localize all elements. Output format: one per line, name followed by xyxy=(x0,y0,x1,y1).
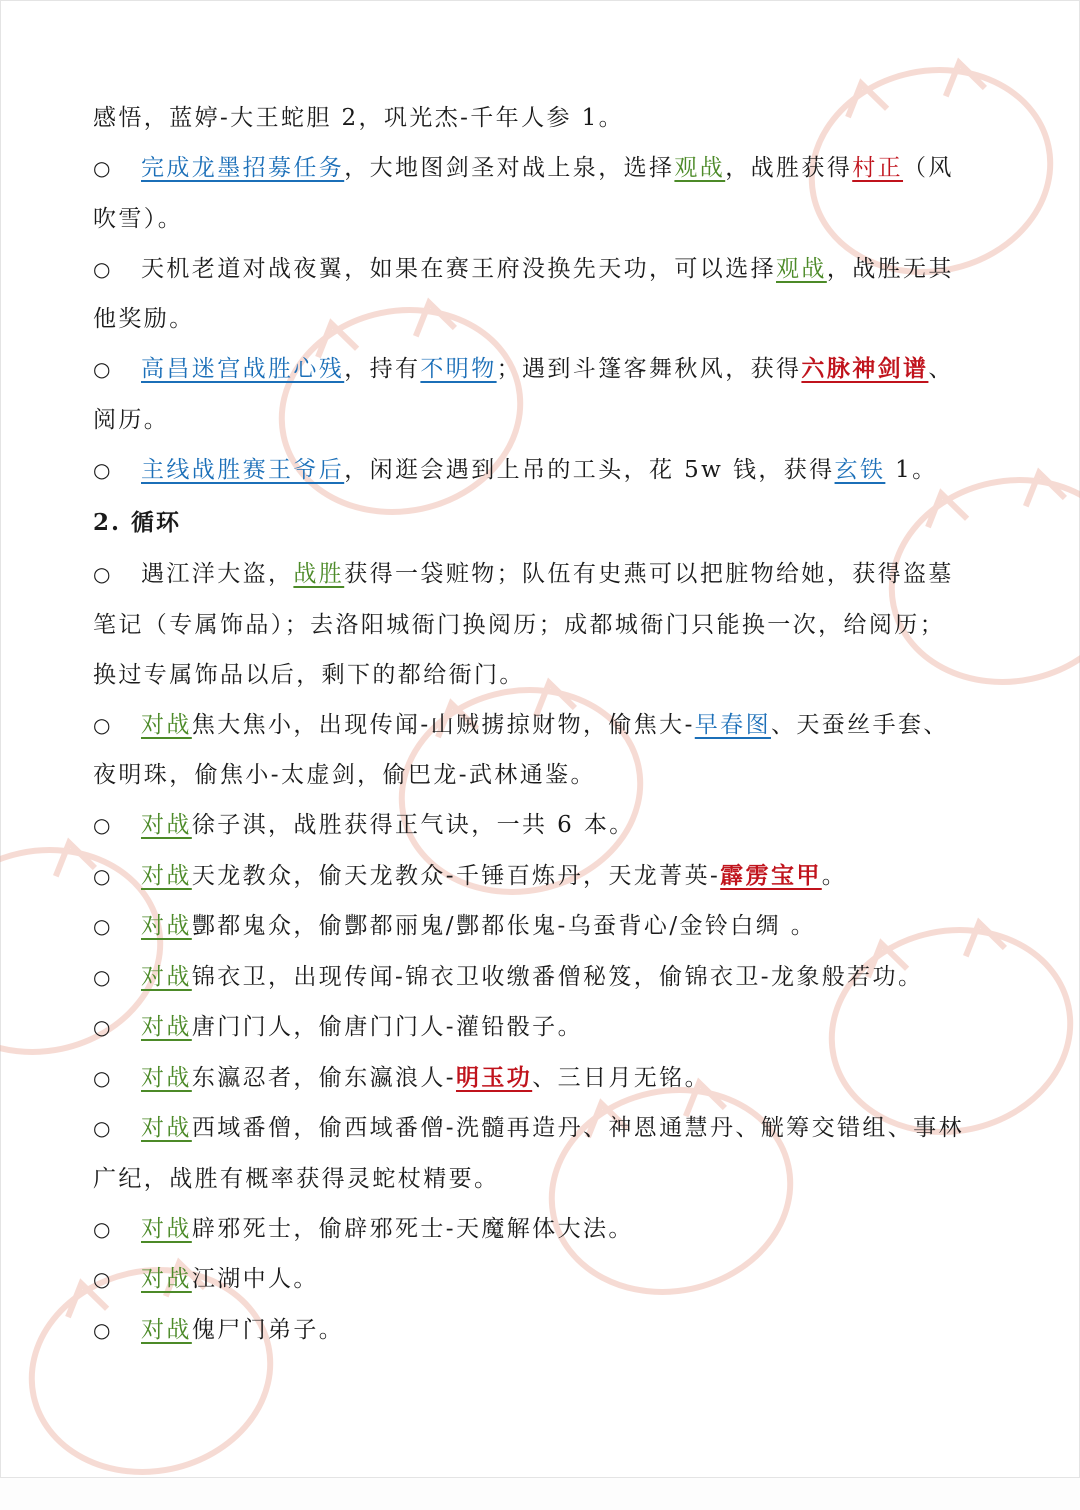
fight-link[interactable]: 对战 xyxy=(141,1014,192,1040)
list-item: ○ 对战唐门门人，偷唐门门人-灌铅骰子。 xyxy=(93,1002,1011,1053)
list-item: ○ 对战傀尸门弟子。 xyxy=(93,1305,1011,1356)
list-item-continuation: 吹雪）。 xyxy=(93,205,184,232)
list-item: ○ 对战江湖中人。 xyxy=(93,1254,1011,1305)
watch-link[interactable]: 观战 xyxy=(776,255,827,282)
item-link[interactable]: 玄铁 xyxy=(834,456,886,483)
list-item: ○ 对战东瀛忍者，偷东瀛浪人-明玉功、三日月无铭。 xyxy=(93,1053,1011,1104)
reward-link[interactable]: 六脉神剑谱 xyxy=(801,355,929,382)
fight-link[interactable]: 对战 xyxy=(141,1215,192,1242)
reward-link[interactable]: 霹雳宝甲 xyxy=(720,861,822,889)
bullet-icon: ○ xyxy=(93,914,113,938)
fight-link[interactable]: 对战 xyxy=(141,1316,192,1343)
list-item: ○ 完成龙墨招募任务，大地图剑圣对战上泉，选择观战，战胜获得村正（风 xyxy=(93,143,1011,194)
bullet-icon: ○ xyxy=(93,813,113,837)
list-item: ○ 对战锦衣卫，出现传闻-锦衣卫收缴番僧秘笈，偷锦衣卫-龙象般若功。 xyxy=(93,952,1011,1003)
quest-link[interactable]: 高昌迷宫战胜心残 xyxy=(141,356,345,382)
section-heading: 2. 循环 xyxy=(93,509,182,536)
list-item: ○ 主线战胜赛王爷后，闲逛会遇到上吊的工头，花 5w 钱，获得玄铁 1。 xyxy=(93,445,1011,496)
list-item: ○ 对战辟邪死士，偷辟邪死士-天魔解体大法。 xyxy=(93,1204,1011,1255)
list-item-continuation: 广纪，战胜有概率获得灵蛇杖精要。 xyxy=(93,1165,500,1192)
bullet-icon: ○ xyxy=(93,457,113,482)
bullet-icon: ○ xyxy=(93,156,113,180)
bullet-icon: ○ xyxy=(93,357,113,381)
watch-link[interactable]: 观战 xyxy=(674,155,726,181)
fight-link[interactable]: 对战 xyxy=(141,913,192,939)
quest-link[interactable]: 主线战胜赛王爷后 xyxy=(141,456,345,483)
list-item: ○ 高昌迷宫战胜心残，持有不明物；遇到斗篷客舞秋风，获得六脉神剑谱、 xyxy=(93,344,1011,395)
document-body xyxy=(93,93,1011,1355)
item-link[interactable]: 不明物 xyxy=(420,356,497,382)
reward-link[interactable]: 明玉功 xyxy=(455,1063,533,1091)
list-item: ○ 对战徐子淇，战胜获得正气诀，一共 6 本。 xyxy=(93,800,1011,851)
bullet-icon: ○ xyxy=(93,1065,113,1090)
list-item-continuation: 换过专属饰品以后，剩下的都给衙门。 xyxy=(93,661,525,688)
fight-link[interactable]: 对战 xyxy=(141,963,192,990)
list-item: ○ 对战天龙教众，偷天龙教众-千锤百炼丹，天龙菁英-霹雳宝甲。 xyxy=(93,851,1011,902)
bullet-icon: ○ xyxy=(93,712,113,737)
continued-paragraph: 感悟，蓝婷-大王蛇胆 2，巩光杰-千年人参 1。 xyxy=(93,105,625,131)
fight-link[interactable]: 对战 xyxy=(141,1266,192,1292)
bullet-icon: ○ xyxy=(93,562,113,586)
list-item: ○ 遇江洋大盗，战胜获得一袋赃物；队伍有史燕可以把脏物给她，获得盗墓 xyxy=(93,549,1011,600)
bullet-icon: ○ xyxy=(93,1116,113,1140)
quest-link[interactable]: 完成龙墨招募任务 xyxy=(141,155,345,181)
bullet-icon: ○ xyxy=(93,1267,113,1291)
list-item: ○ 对战焦大焦小，出现传闻-山贼掳掠财物，偷焦大-早春图、天蚕丝手套、 xyxy=(93,700,1011,751)
bullet-icon: ○ xyxy=(93,1317,113,1342)
list-item: ○ 对战酆都鬼众，偷酆都丽鬼/酆都伥鬼-乌蚕背心/金铃白绸 。 xyxy=(93,901,1011,952)
fight-link[interactable]: 对战 xyxy=(141,862,192,889)
bullet-icon: ○ xyxy=(93,1015,113,1039)
list-item-continuation: 他奖励。 xyxy=(93,306,195,332)
fight-link[interactable]: 对战 xyxy=(141,1115,192,1141)
list-item: ○ 对战西域番僧，偷西域番僧-洗髓再造丹、神恩通慧丹、觥筹交错组、事林 xyxy=(93,1103,1011,1154)
bullet-icon: ○ xyxy=(93,863,113,888)
fight-link[interactable]: 对战 xyxy=(141,711,192,738)
bullet-icon: ○ xyxy=(93,1216,113,1241)
reward-link[interactable]: 村正 xyxy=(852,155,904,181)
list-item-continuation: 阅历。 xyxy=(93,406,170,433)
item-link[interactable]: 早春图 xyxy=(694,711,771,738)
fight-link[interactable]: 对战 xyxy=(141,1064,192,1091)
list-item-continuation: 笔记（专属饰品）；去洛阳城衙门换阅历；成都城衙门只能换一次，给阅历； xyxy=(93,611,946,638)
list-item-continuation: 夜明珠，偷焦小-太虚剑，偷巴龙-武林通鉴。 xyxy=(93,762,596,788)
bullet-icon: ○ xyxy=(93,256,113,281)
list-item: ○ 天机老道对战夜翼，如果在赛王府没换先天功，可以选择观战，战胜无其 xyxy=(93,244,1011,295)
win-link[interactable]: 战胜 xyxy=(293,561,345,587)
fight-link[interactable]: 对战 xyxy=(141,812,192,838)
bullet-icon: ○ xyxy=(93,964,113,989)
